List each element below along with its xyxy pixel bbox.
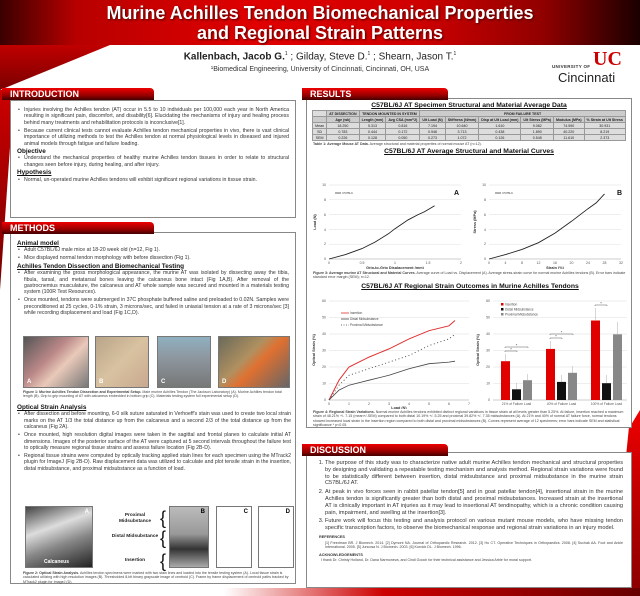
panel-label: C: [161, 379, 166, 385]
svg-text:2: 2: [324, 242, 326, 246]
svg-text:2: 2: [460, 261, 462, 265]
cell: 1.610: [479, 123, 521, 129]
table-caption-title: Table 1: Average Mouse AT Data.: [313, 142, 369, 146]
author-list: Kallenbach, Jacob G.$^1$ ; Gilday, Steve D.$^1$ ; Shearn, Jason T.$^1$: [183, 51, 457, 63]
panel-label: D: [222, 379, 227, 385]
figure4-caption: [313, 410, 627, 428]
author-2: Gilday, Steve D.: [295, 51, 368, 63]
cell: 0.172: [386, 129, 420, 135]
svg-text:4: 4: [408, 402, 410, 406]
discussion-item: 1. The purpose of this study was to characterize native adult murine Achilles tendon mechanical and structural properties by designing and validating a repeatable testing mechanism and analysis method. Regional strain variations were found to be statistically different between insertion, distal midsubstance and proximal midsubstance in the murine strain C57BL/6J AT.: [325, 460, 623, 487]
panel-label: B: [99, 379, 104, 385]
stress-strain-chart: [471, 177, 629, 269]
svg-text:0: 0: [484, 257, 486, 261]
row-label: Mean: [313, 123, 327, 129]
university-logo: [548, 46, 638, 88]
figure1-caption-text: Male murine Achilles Tendon (The Jackson Laboratory) (A). Murine Achilles tendon total length (B). Grip to grip mounting of AT with calcaneus embedded in bottom grip (C). Materials testing system full experimental setup (D).: [23, 390, 282, 399]
svg-text:Load (N): Load (N): [313, 214, 317, 230]
svg-text:40: 40: [322, 332, 326, 336]
dissection-bullet: • Once mounted, tendons were submerged in 37C phosphate buffered saline and preloaded to 0.02N. Samples were preconditioned at 25 cycles, 0-1% strain, 3 microns/sec, and failed in uniaxial tension at a rate of 3 microns/sec [3] while recording displacement and load (Fig 1C,D).: [17, 297, 289, 316]
svg-text:8: 8: [484, 198, 486, 202]
figure1-caption: [23, 390, 289, 399]
figure2-photo-a: [25, 506, 93, 568]
column-header: Stiffness (N/mm): [445, 117, 479, 123]
uc-mark-icon: UC: [593, 48, 622, 70]
introduction-heading: INTRODUCTION: [2, 88, 154, 100]
svg-text:30: 30: [486, 348, 490, 353]
author-3-sup: 1: [453, 51, 457, 57]
svg-text:40% of Failure Load: 40% of Failure Load: [546, 402, 577, 406]
svg-text:C57BL6: C57BL6: [342, 191, 353, 195]
cell: 2.373: [584, 135, 625, 141]
cell: 7.194: [420, 123, 445, 129]
figure1-photo-d: [218, 336, 290, 388]
svg-text:10: 10: [322, 183, 326, 187]
figure1-photo-a: [23, 336, 89, 388]
author-1: Kallenbach, Jacob G.: [183, 51, 285, 63]
results-heading: RESULTS: [302, 88, 448, 100]
group-header: FROM FAILURE TEST: [420, 111, 626, 117]
author-3: Shearn, Jason T.: [378, 51, 454, 63]
cell: 0.273: [420, 135, 445, 141]
panel-label: A: [84, 509, 89, 515]
row-label: SD: [313, 129, 327, 135]
svg-text:30: 30: [322, 348, 326, 353]
calcaneus-label: Calcaneus: [44, 559, 70, 565]
column-header: Ult Load (N): [420, 117, 445, 123]
table-caption: [307, 141, 631, 147]
svg-text:20: 20: [569, 261, 574, 265]
svg-text:Optical Strain (%): Optical Strain (%): [312, 334, 316, 366]
title-line-1: Murine Achilles Tendon Biomechanical Properties: [106, 3, 534, 23]
dissection-bullet: • After examining the gross morphological appearance, the murine AT was isolated by dissecting away the tibia, fibula, tarsal, and metatarsal bones leaving the calcaneus bone intact (Fig 1A,B). After removal of the gastrocnemius musculature, the calcaneus and AT whole sample was secured and mounted in a materials testing system (100R Test Resources).: [17, 270, 289, 296]
svg-text:50: 50: [322, 315, 326, 320]
optical-strain-heading: Optical Strain Analysis: [17, 404, 87, 411]
figure1-photo-c: [157, 336, 211, 388]
svg-text:Stress (MPa): Stress (MPa): [473, 210, 477, 234]
svg-text:21% of Failure Load: 21% of Failure Load: [501, 402, 532, 406]
svg-text:0: 0: [324, 398, 326, 402]
svg-text:32: 32: [619, 261, 623, 265]
svg-text:6: 6: [448, 402, 450, 406]
discussion-list: [319, 460, 623, 532]
intro-bullet: • Because current clinical tests cannot evaluate Achilles tendon mechanical properties in vivo, there is vast clinical importance of utilizing methods to test the Achilles tendon at normal physiological levels in diseased and injured animal models through fatigue and failure loading.: [17, 128, 289, 147]
table-caption-text: Average structural and material properties of normal mouse AT (n=12).: [368, 142, 482, 146]
acknowledgements-text: I thank Dr. Christy Holland, Dr. Dana Narmoneva, and Cindi Gooch for their technical assistance and Jessica Arble for moral support.: [321, 558, 532, 563]
panel-label: C: [243, 509, 248, 515]
acknowledgements-heading: ACKNOWLEDGEMENTS: [319, 552, 363, 557]
svg-text:16: 16: [553, 261, 557, 265]
poster-title: [0, 3, 640, 43]
intro-bullet: • Injuries involving the Achilles tendon (AT) occur in 5.5 to 10 individuals per 100,000 each year in North America resulting in significant pain, discomfort, and disability[6]. Elucidating the mechanisms of injury and healing process behind many treatments and rehabilitation protocols is inconclusive[1].: [17, 107, 289, 126]
svg-text:0: 0: [488, 261, 490, 265]
svg-text:0: 0: [328, 261, 330, 265]
cell: 0.438: [479, 129, 521, 135]
figure2-caption: [23, 571, 293, 584]
cell: 1.890: [521, 129, 554, 135]
svg-text:10: 10: [486, 381, 490, 386]
svg-text:40: 40: [486, 332, 490, 336]
animal-model-heading: Animal model: [17, 240, 59, 247]
title-line-2: and Regional Strain Patterns: [196, 23, 444, 43]
logo-bottom-text: Cincinnati: [558, 70, 616, 85]
cell: 0.545: [521, 135, 554, 141]
cell: 0.783: [327, 129, 360, 135]
region-label-distal: Distal Midsubstance: [111, 534, 159, 539]
figure2-caption-title: Figure 2: Optical Strain Analysis.: [23, 571, 80, 575]
column-header: Ult Stress (MPa): [521, 117, 554, 123]
svg-text:28: 28: [602, 261, 607, 265]
svg-text:6: 6: [484, 213, 486, 217]
column-header: Length (mm): [359, 117, 386, 123]
figure1-photo-b: [95, 336, 149, 388]
cell: 0.444: [359, 129, 386, 135]
figure4-caption-text: Normal murine Achilles tendons exhibited distinct regional variations in tissue strain at all levels greater than 5.25%. At failure, insertion reached a maximum strain of 48.21% +/- 7.15 (mean+/-SEM) compared to both distal 10.19% +/- 5.25 and proximal 39.82% +/- 7.35 midsubstances (A). At 21% and 40% of normal AT failure force, normal tendons showed increased local strain in the insertion region compared to both distal and proximal midsubstances (B). Curves represent average of 12 specimens; error bars indicate SEM and statistical significance * p<0.05.: [313, 410, 624, 428]
references-heading: REFERENCES: [319, 534, 345, 539]
svg-text:12: 12: [536, 261, 541, 265]
svg-text:60: 60: [486, 299, 490, 303]
svg-text:60: 60: [322, 299, 326, 303]
panel-label: B: [200, 509, 205, 515]
svg-text:*: *: [600, 300, 602, 306]
regional-strain-bar-chart: [473, 295, 631, 409]
dissection-heading: Achilles Tendon Dissection and Biomechanical Testing: [17, 262, 185, 270]
figure3-caption: [313, 271, 627, 280]
cell: 10.640: [445, 123, 479, 129]
region-label-insertion: Insertion: [124, 558, 146, 563]
svg-text:*: *: [515, 342, 518, 348]
references-text: [1] Freedman BR. J Biomech. 2014. [2] Dymont NA. Journal of Orthopaedic Research. 2012. [3] Hu CT. Operative Techniques in Orthopaedics. 2008. [4] Suchak AA. Foot and Ankle International. 2005. [5] Juncosa N. J Biomech. 2003. [6] Korvick DL. J Biomech. 1996.: [325, 540, 623, 550]
author-2-sup: 1: [367, 51, 371, 57]
svg-text:0.5: 0.5: [359, 261, 365, 265]
svg-text:24: 24: [586, 261, 590, 265]
affiliation: ¹Biomedical Engineering, University of Cincinnati, Cincinnati, OH, USA: [210, 66, 430, 73]
svg-text:Distal Midsubstance: Distal Midsubstance: [350, 317, 379, 321]
regional-title: C57BL/6J AT Regional Strain Outcomes in Murine Achilles Tendons: [361, 283, 579, 290]
logo-top-text: UNIVERSITY OF: [552, 64, 591, 69]
svg-text:7: 7: [468, 402, 470, 406]
svg-text:A: A: [454, 190, 460, 197]
optical-bullet: • Once mounted, high resolution digital images were taken in the sagittal and frontal planes to calculate initial AT dimensions. Images of the posterior surface of the AT were captured at 5 second intervals throughout the failure test to optically measure regional tissue strains and assess failure location (Fig 2B-D).: [17, 432, 291, 451]
hypothesis-text: • Normal, un-operated murine Achilles tendons will exhibit significant regional variations in tissue strain.: [17, 177, 289, 183]
optical-bullet: • Regional tissue strains were computed by optically tracking applied stain lines for each specimen using the MTrack2 plugin for ImageJ (Fig 2B-D). Raw displacement data was utilized to calculate and plot tensile strain in the insertion, distal midsubstance, and proximal midsubstance as a function of load.: [17, 453, 291, 472]
cell: 0.226: [327, 135, 360, 141]
animal-bullet: • Adult C57BL/6J male mice at 18-20 week old (n=12, Fig 1).: [17, 247, 289, 253]
optical-bullet: • After dissection and before mounting, 6-0 silk suture saturated in Verhoeff's stain was used to create two local strain marks on the AT 1/3 the total distance up from the calcaneus and a second 2/3 of the total distance up from the calcaneus (Fig 2A).: [17, 411, 291, 430]
cell: 5.313: [359, 123, 386, 129]
svg-text:*: *: [510, 346, 512, 352]
svg-text:Insertion: Insertion: [505, 302, 518, 307]
group-header: AT DISSECTION: [327, 111, 360, 117]
figure3-caption-text: Average curve of Load vs. Displacement (A). Average stress-strain curve for normal murine Achilles tendons (B). Error bars indicate standard error margin (SEM); n=12.: [313, 271, 626, 280]
column-header: Disp at Ult Load (mm): [479, 117, 521, 123]
svg-text:1.5: 1.5: [425, 261, 431, 265]
figure3-caption-title: Figure 3: Average murine AT Structural and Material Curves.: [313, 271, 416, 275]
svg-text:4: 4: [484, 228, 486, 232]
regional-strain-line-chart: [309, 295, 475, 409]
figure4-caption-title: Figure 4: Regional Strain Variations.: [313, 410, 375, 414]
figure2-photo-c: [216, 506, 252, 568]
svg-text:4: 4: [324, 228, 326, 232]
svg-text:0: 0: [324, 257, 326, 261]
svg-text:2: 2: [368, 402, 370, 406]
svg-text:Grip-to-Grip Displacement (mm): Grip-to-Grip Displacement (mm): [366, 266, 424, 269]
average-data-table: [312, 110, 626, 141]
introduction-panel: [10, 100, 296, 218]
svg-text:100% of Failure Load: 100% of Failure Load: [590, 402, 623, 406]
animal-bullet: • Mice displayed normal tendon morphology with before dissection (Fig 1).: [17, 255, 289, 261]
svg-text:1: 1: [394, 261, 396, 265]
brace-icon: {: [160, 528, 167, 548]
panel-label: D: [285, 509, 290, 515]
column-header: Avg CSA (mm^2): [386, 117, 420, 123]
row-label: SEM: [313, 135, 327, 141]
discussion-item: 3. Future work will focus this testing and analysis protocol on various mutant mouse models, who have missing tendon specific transcription factors, to observe the biomechanical response and regional strain variations in an injury model.: [325, 518, 623, 532]
table-title: C57BL/6J AT Specimen Structural and Material Average Data: [371, 102, 567, 109]
figure1-caption-title: Figure 1: Murine Achilles Tendon Dissection and Experimental Setup.: [23, 390, 142, 394]
svg-text:C57BL6: C57BL6: [502, 191, 513, 195]
discussion-panel: [306, 452, 632, 588]
figure2-photo-d: [258, 506, 294, 568]
svg-text:0: 0: [488, 398, 490, 402]
methods-panel: [10, 232, 296, 584]
figure2-caption-text: Achilles tendon specimens were marked with two stain lines and loaded into the tensile testing system (A). Local tissue strain is calculated utilizing with high resolution images (B). Thresholded 8-bit binary grayscale image of centroid (C). Frame by frame displacement of centroid paths tracked by MTrack2 plugin for ImageJ (D).: [23, 571, 289, 584]
svg-text:8: 8: [324, 198, 326, 202]
cell: 0.816: [386, 123, 420, 129]
svg-text:10: 10: [322, 381, 326, 386]
svg-text:Proximal Midsubstance: Proximal Midsubstance: [350, 323, 383, 327]
cell: 0.050: [386, 135, 420, 141]
svg-text:0: 0: [328, 402, 330, 406]
cell: 3.713: [445, 129, 479, 135]
methods-heading: METHODS: [2, 222, 154, 234]
svg-text:*: *: [560, 329, 563, 335]
cell: 74.590: [553, 123, 584, 129]
results-panel: [306, 98, 632, 428]
svg-text:1: 1: [348, 402, 350, 406]
svg-text:Strain (%): Strain (%): [546, 266, 564, 269]
discussion-heading: DISCUSSION: [302, 444, 448, 456]
svg-text:Proximal Midsubstance: Proximal Midsubstance: [505, 312, 538, 317]
curves-title: C57BL/6J AT Average Structural and Material Curves: [384, 148, 554, 156]
svg-text:4: 4: [504, 261, 507, 265]
cell: 40.220: [553, 129, 584, 135]
svg-text:Optical Strain (%): Optical Strain (%): [476, 334, 480, 366]
column-header: Modulus (MPa): [553, 117, 584, 123]
discussion-item: 2. At peak in vivo forces seen in rabbit patellar tendon[5] and in goat patellar tendon[4], insertional strain in the murine Achilles tendon is significantly greater than both distal and proximal midsubstances. Increased strain at the insertional AT is clinically important in AT injuries as it may lead to insertional AT tendinopathy, which is a chronic condition causing pain, impairment, and swelling at the insertion[3].: [325, 489, 623, 516]
cell: 0.126: [479, 135, 521, 141]
table-row: [313, 135, 626, 141]
svg-text:20: 20: [486, 365, 490, 369]
svg-text:10: 10: [482, 183, 486, 187]
objective-heading: Objective: [17, 147, 46, 155]
cell: 11.610: [553, 135, 584, 141]
group-header: TENDON MOUNTED IN SYSTEM: [359, 111, 420, 117]
svg-text:20: 20: [322, 365, 326, 369]
svg-text:Insertion: Insertion: [350, 311, 363, 315]
svg-text:Distal Midsubstance: Distal Midsubstance: [505, 307, 534, 312]
svg-text:Load (N): Load (N): [391, 406, 407, 409]
svg-text:8: 8: [521, 261, 523, 265]
svg-text:5: 5: [428, 402, 430, 406]
cell: 8.219: [584, 129, 625, 135]
author-1-sup: 1: [284, 51, 288, 57]
cell: 18.250: [327, 123, 360, 129]
cell: 1.072: [445, 135, 479, 141]
panel-label: A: [27, 379, 32, 385]
footer-bar: [0, 588, 640, 596]
cell: 0.946: [420, 129, 445, 135]
brace-icon: {: [160, 508, 167, 528]
svg-text:3: 3: [388, 402, 390, 406]
objective-text: • Understand the mechanical properties of healthy murine Achilles tendon tissues in order to relate to structural changes seen before injury, during healing, and after injury.: [17, 155, 289, 168]
cell: 9.082: [521, 123, 554, 129]
figure2-photo-b: [169, 506, 209, 568]
cell: 30.931: [584, 123, 625, 129]
cell: 0.128: [359, 135, 386, 141]
hypothesis-heading: Hypothesis: [17, 169, 52, 177]
region-label-proximal: Proximal Midsubstance: [119, 513, 151, 524]
svg-text:6: 6: [324, 213, 326, 217]
load-displacement-chart: [311, 177, 467, 269]
svg-text:*: *: [555, 333, 557, 339]
svg-text:B: B: [617, 190, 623, 197]
brace-icon: {: [160, 551, 167, 571]
column-header: % Strain at Ult Stress: [584, 117, 625, 123]
column-header: Age (wk): [327, 117, 360, 123]
svg-text:2: 2: [484, 242, 486, 246]
svg-text:50: 50: [486, 315, 490, 320]
